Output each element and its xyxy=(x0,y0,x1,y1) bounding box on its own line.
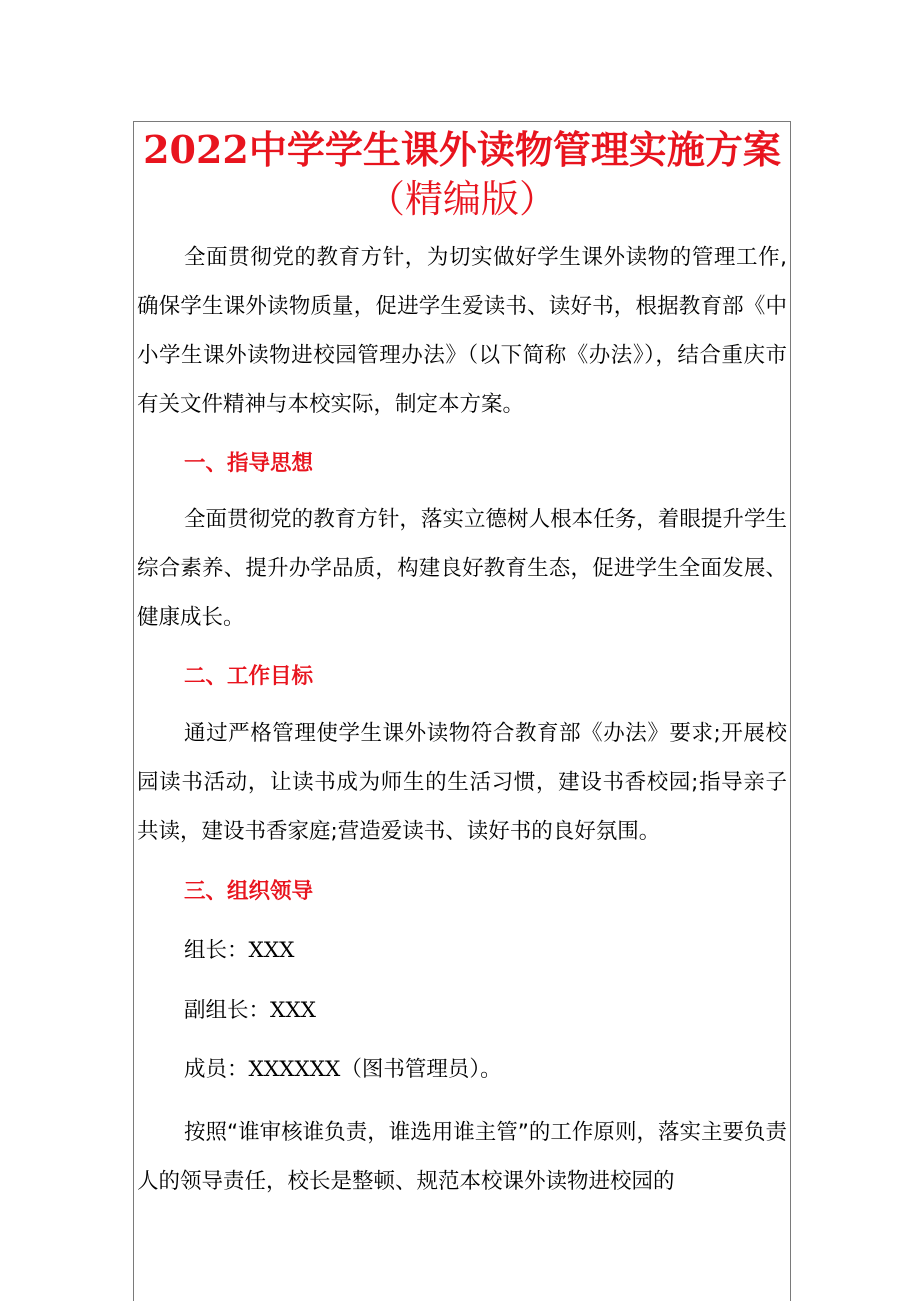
section-heading-organization: 三、组织领导 xyxy=(184,879,314,904)
member-leader-label: 组长： xyxy=(184,938,249,963)
section-body-organization: 按照“谁审核谁负责，谁选用谁主管”的工作原则，落实主要负责人的领导责任，校长是整顿、规范本校课外读物进校园的 xyxy=(137,1120,787,1194)
member-leader-value: XXX xyxy=(248,938,295,963)
section-body-work-goals: 通过严格管理使学生课外读物符合教育部《办法》要求;开展校园读书活动，让读书成为师生的生活习惯，建设书香校园;指导亲子共读，建设书香家庭;营造爱读书、读好书的良好氛围。 xyxy=(137,721,787,844)
member-staff-label: 成员： xyxy=(184,1057,249,1082)
intro-paragraph: 全面贯彻党的教育方针，为切实做好学生课外读物的管理工作,确保学生课外读物质量，促进学生爱读书、读好书，根据教育部《中小学生课外读物进校园管理办法》（以下简称《办法》），结合重庆市有关文件精神与本校实际，制定本方案。 xyxy=(137,245,787,417)
document-subtitle: （精编版） xyxy=(366,177,557,221)
member-deputy-value: XXX xyxy=(270,998,316,1023)
document-title: 2022中学学生课外读物管理实施方案 xyxy=(143,127,781,172)
section-body-guiding-ideology: 全面贯彻党的教育方针，落实立德树人根本任务，着眼提升学生综合素养、提升办学品质，构建良好教育生态，促进学生全面发展、健康成长。 xyxy=(137,507,787,630)
member-staff xyxy=(184,1055,502,1085)
member-leader xyxy=(184,936,294,966)
member-staff-value: XXXXXX xyxy=(248,1057,341,1082)
member-deputy-label: 副组长： xyxy=(184,998,271,1023)
section-heading-work-goals: 二、工作目标 xyxy=(184,664,314,689)
member-staff-suffix: （图书管理员）。 xyxy=(340,1057,502,1082)
member-deputy-leader xyxy=(184,996,316,1026)
section-heading-guiding-ideology: 一、指导思想 xyxy=(184,451,314,476)
